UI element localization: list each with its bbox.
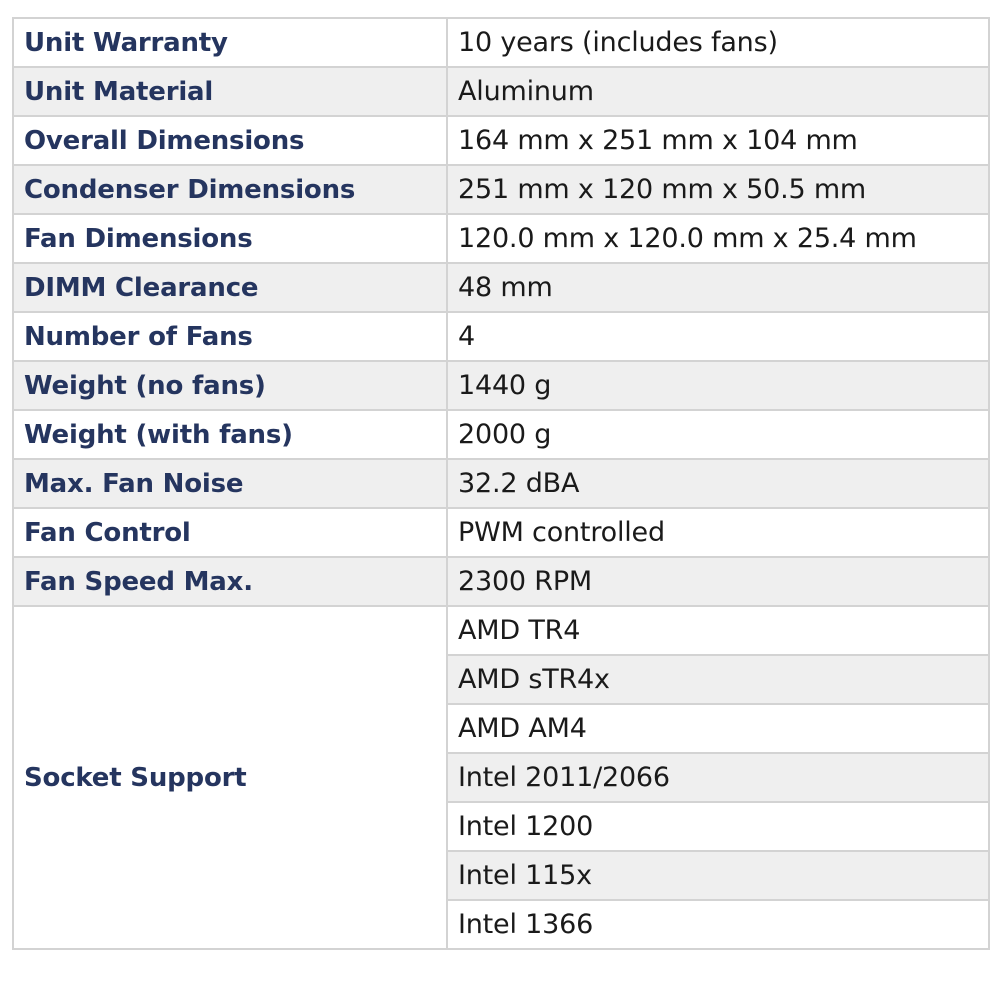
table-row <box>13 263 989 312</box>
spec-label-number-of-fans: Number of Fans <box>13 312 447 361</box>
spec-label-fan-speed-max: Fan Speed Max. <box>13 557 447 606</box>
spec-label-condenser-dimensions: Condenser Dimensions <box>13 165 447 214</box>
spec-label-fan-dimensions: Fan Dimensions <box>13 214 447 263</box>
spec-label-socket-support: Socket Support <box>13 606 447 949</box>
spec-value-unit-warranty: 10 years (includes fans) <box>447 18 989 67</box>
spec-value-number-of-fans: 4 <box>447 312 989 361</box>
table-row <box>13 18 989 67</box>
socket-value: AMD AM4 <box>447 704 989 753</box>
table-row <box>13 361 989 410</box>
spec-label-weight-with-fans: Weight (with fans) <box>13 410 447 459</box>
socket-value: Intel 1366 <box>447 900 989 949</box>
spec-value-fan-control: PWM controlled <box>447 508 989 557</box>
table-row <box>13 312 989 361</box>
socket-value: Intel 1200 <box>447 802 989 851</box>
spec-value-condenser-dimensions: 251 mm x 120 mm x 50.5 mm <box>447 165 989 214</box>
spec-label-unit-warranty: Unit Warranty <box>13 18 447 67</box>
spec-value-weight-no-fans: 1440 g <box>447 361 989 410</box>
spec-value-overall-dimensions: 164 mm x 251 mm x 104 mm <box>447 116 989 165</box>
spec-value-weight-with-fans: 2000 g <box>447 410 989 459</box>
table-row <box>13 410 989 459</box>
spec-label-max-fan-noise: Max. Fan Noise <box>13 459 447 508</box>
spec-label-fan-control: Fan Control <box>13 508 447 557</box>
table-row <box>13 508 989 557</box>
table-row <box>13 557 989 606</box>
spec-table <box>12 17 990 950</box>
table-row <box>13 606 989 655</box>
table-row <box>13 67 989 116</box>
spec-label-unit-material: Unit Material <box>13 67 447 116</box>
socket-value: AMD sTR4x <box>447 655 989 704</box>
spec-value-max-fan-noise: 32.2 dBA <box>447 459 989 508</box>
spec-value-unit-material: Aluminum <box>447 67 989 116</box>
spec-value-fan-speed-max: 2300 RPM <box>447 557 989 606</box>
table-row <box>13 459 989 508</box>
table-row <box>13 116 989 165</box>
spec-label-overall-dimensions: Overall Dimensions <box>13 116 447 165</box>
table-row <box>13 165 989 214</box>
table-row <box>13 214 989 263</box>
spec-value-fan-dimensions: 120.0 mm x 120.0 mm x 25.4 mm <box>447 214 989 263</box>
socket-value: Intel 115x <box>447 851 989 900</box>
spec-label-dimm-clearance: DIMM Clearance <box>13 263 447 312</box>
socket-value: AMD TR4 <box>447 606 989 655</box>
spec-value-dimm-clearance: 48 mm <box>447 263 989 312</box>
socket-value: Intel 2011/2066 <box>447 753 989 802</box>
spec-label-weight-no-fans: Weight (no fans) <box>13 361 447 410</box>
